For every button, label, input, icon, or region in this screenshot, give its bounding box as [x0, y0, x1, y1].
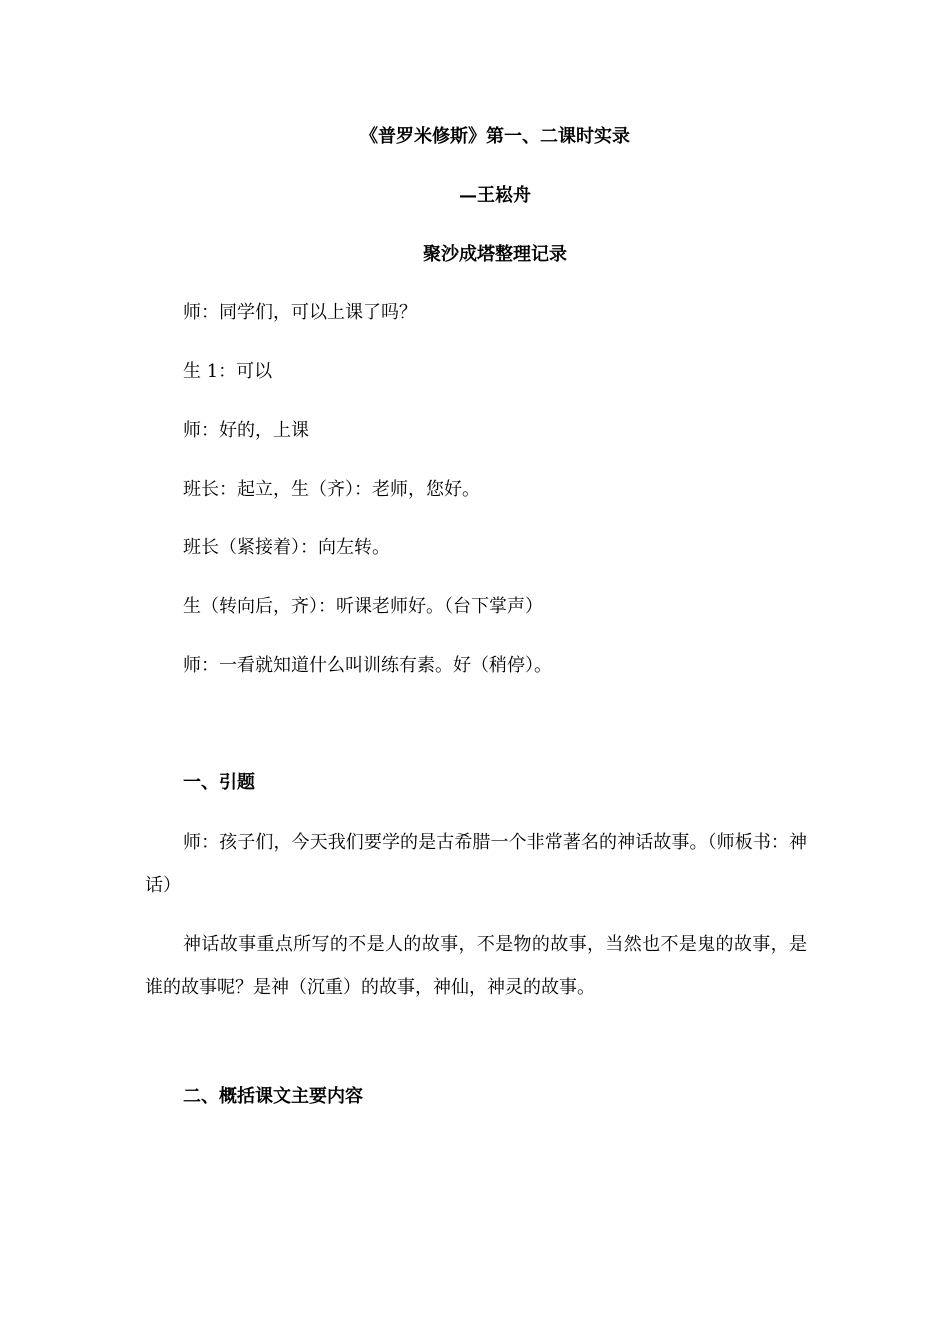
dialogue-line: 师：一看就知道什么叫训练有素。好（稍停）。: [183, 655, 552, 676]
section-heading-intro: 一、引题: [183, 772, 255, 793]
paragraph: 师：孩子们，今天我们要学的是古希腊一个非常著名的神话故事。（师板书：神话）: [145, 832, 807, 896]
dialogue-line: 师：好的，上课: [183, 420, 309, 441]
dialogue-line: 班长：起立，生（齐）：老师，您好。: [183, 479, 480, 500]
document-compiler: 聚沙成塔整理记录: [423, 244, 567, 265]
paragraph: 神话故事重点所写的不是人的故事，不是物的故事，当然也不是鬼的故事，是谁的故事呢？是神（沉重）的故事，神仙，神灵的故事。: [145, 934, 807, 998]
dialogue-line: 生（转向后，齐）：听课老师好。（台下掌声）: [183, 596, 543, 617]
dialogue-line: 师：同学们，可以上课了吗？: [183, 302, 417, 323]
section-heading-summary: 二、概括课文主要内容: [183, 1086, 363, 1107]
document-title: 《普罗米修斯》第一、二课时实录: [360, 126, 630, 147]
document-author: —王崧舟: [459, 185, 531, 206]
dialogue-line: 班长（紧接着）：向左转。: [183, 537, 390, 558]
dialogue-line: 生 1：可以: [183, 361, 273, 382]
